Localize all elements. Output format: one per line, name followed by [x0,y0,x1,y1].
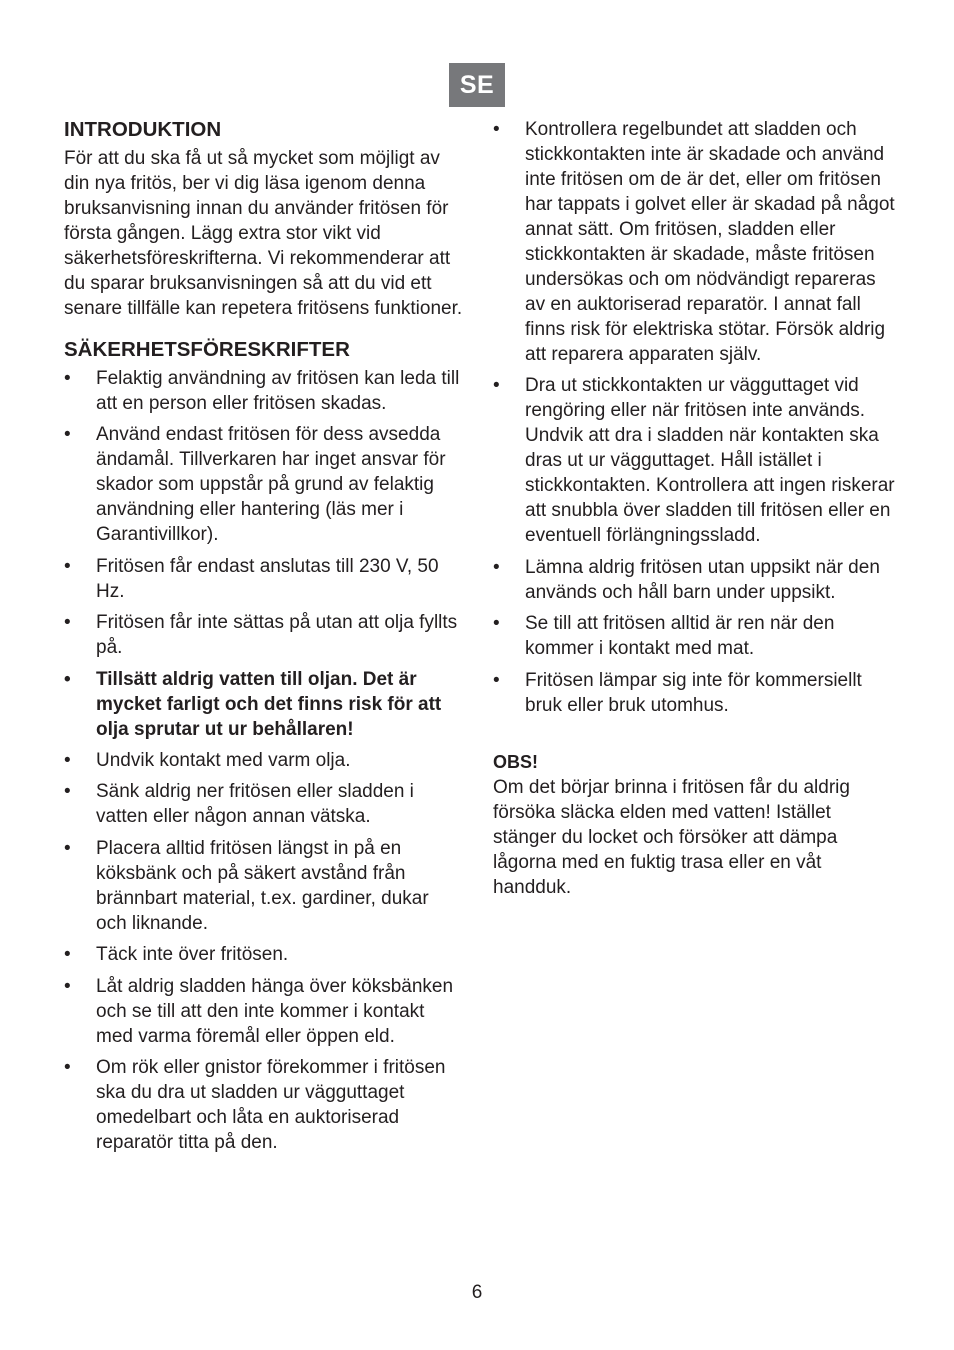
list-item: • Dra ut stickkontakten ur vägguttaget vid rengöring eller när fritösen inte används. Undvik att dra i sladden när kontakten ska dras ut ur vägguttaget. Håll istället i stickkontakten. Kontrollera att ingen riskerar att snubbla över sladden till fritösen eller en eventuell förlängningssladd. [493,373,898,548]
list-item: • Om rök eller gnistor förekommer i fritösen ska du dra ut sladden ur vägguttaget omedelbart och låta en auktoriserad reparatör titta på den. [64,1055,464,1155]
intro-heading: INTRODUKTION [64,118,222,141]
list-item: • Undvik kontakt med varm olja. [64,748,464,773]
page-number: 6 [471,1282,483,1303]
intro-text: För att du ska få ut så mycket som möjligt av din nya fritös, ber vi dig läsa igenom denna bruksanvisning innan du använder fritösen för första gången. Lägg extra stor vikt vid säkerhetsföreskrifterna. Vi rekommenderar att du sparar bruksanvisningen så att du vid ett senare tillfälle kan repetera fritösens funktioner. [64,148,463,319]
list-item: • Fritösen lämpar sig inte för kommersiellt bruk eller bruk utomhus. [493,668,898,718]
list-item: • Använd endast fritösen för dess avsedda ändamål. Tillverkaren har inget ansvar för skador som uppstår på grund av felaktig användning eller hantering (läs mer i Garantivillkor). [64,422,464,547]
safety-list-left [64,366,464,1155]
warning-list-item: • Tillsätt aldrig vatten till oljan. Det är mycket farligt och det finns risk för att olja sprutar ut ur behållaren! [64,667,464,742]
obs-heading: OBS! [493,751,538,772]
list-item: • Se till att fritösen alltid är ren när den kommer i kontakt med mat. [493,611,898,661]
obs-text: Om det börjar brinna i fritösen får du aldrig försöka släcka elden med vatten! Istället stänger du locket och försöker att dämpa lågorna med en fuktig trasa eller en våt handduk. [493,776,850,898]
list-item: • Låt aldrig sladden hänga över köksbänken och se till att den inte kommer i kontakt med varma föremål eller öppen eld. [64,974,464,1049]
list-item: • Lämna aldrig fritösen utan uppsikt när den används och håll barn under uppsikt. [493,555,898,605]
list-item: • Sänk aldrig ner fritösen eller sladden i vatten eller någon annan vätska. [64,779,464,829]
list-item: • Fritösen får inte sättas på utan att olja fyllts på. [64,610,464,660]
safety-list-right [493,117,898,718]
list-item: • Kontrollera regelbundet att sladden och stickkontakten inte är skadade och använd inte fritösen om de är det, eller om fritösen har tappats i golvet eller är skadad på något annat sätt. Om fritösen, sladden eller stickkontakten är skadade, måste fritösen undersökas och om nödvändigt repareras av en auktoriserad reparatör. I annat fall finns risk för elektriska stötar. Försök aldrig att reparera apparaten själv. [493,117,898,367]
list-item: • Fritösen får endast anslutas till 230 V, 50 Hz. [64,554,464,604]
language-badge: SE [449,63,505,107]
list-item: • Placera alltid fritösen längst in på en köksbänk och på säkert avstånd från brännbart material, t.ex. gardiner, dukar och liknande. [64,836,464,936]
safety-heading: SÄKERHETSFÖRESKRIFTER [64,338,350,361]
list-item: • Felaktig användning av fritösen kan leda till att en person eller fritösen skadas. [64,366,464,416]
left-column [64,117,464,1161]
list-item: • Täck inte över fritösen. [64,942,464,967]
right-column [493,117,898,900]
